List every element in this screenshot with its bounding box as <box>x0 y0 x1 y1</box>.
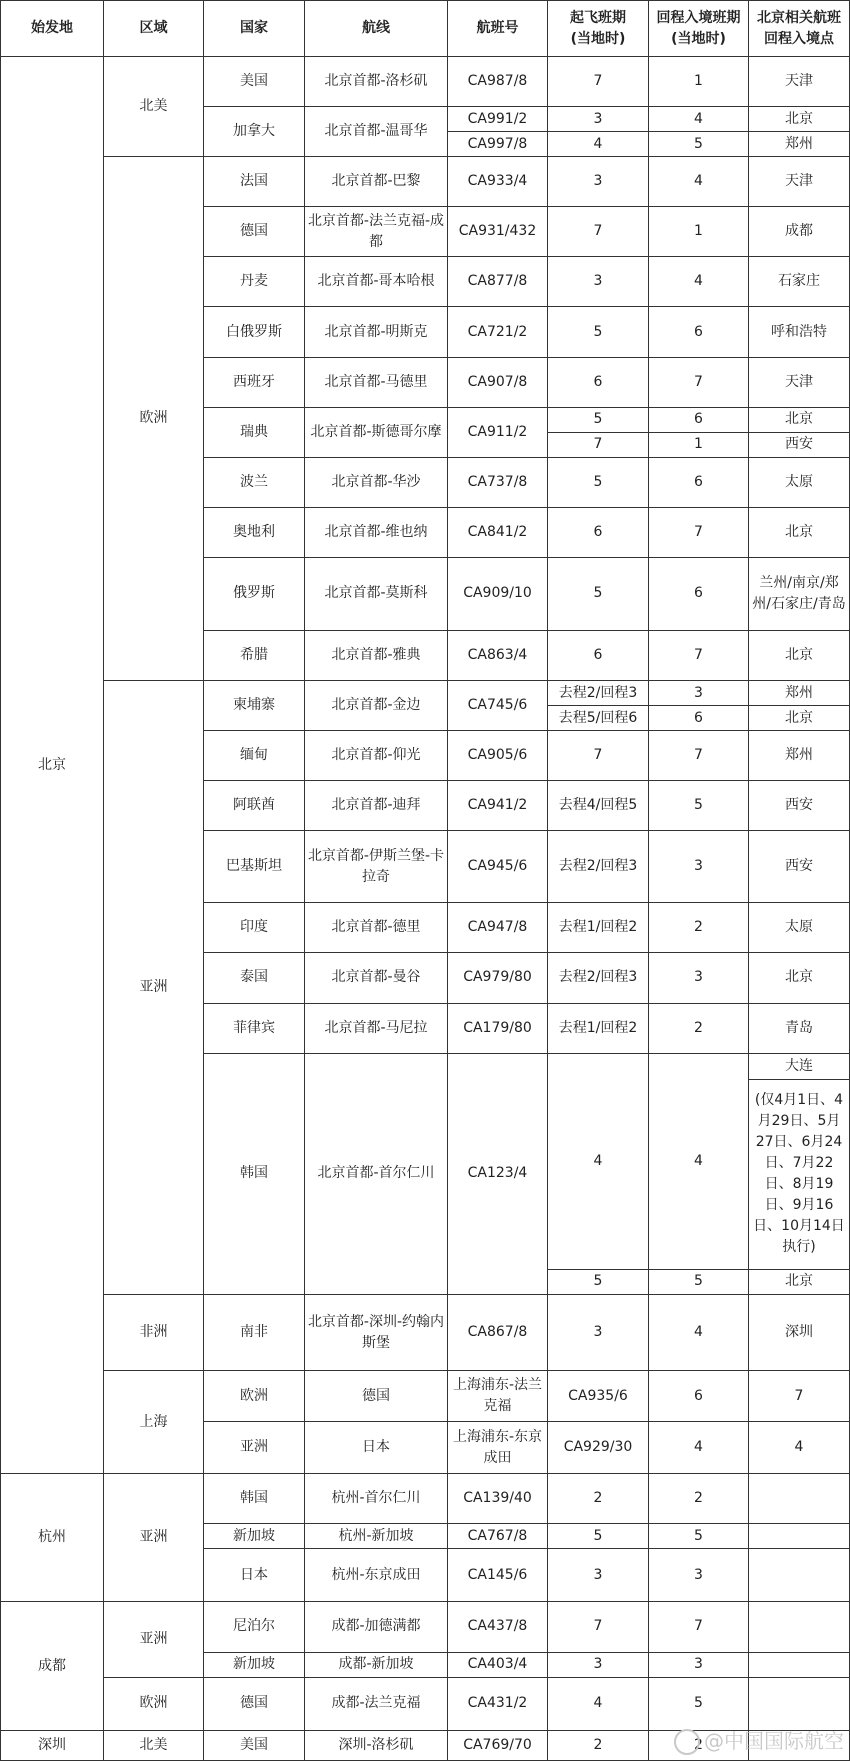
outbound-cell: 5 <box>548 407 649 432</box>
country-cell: 新加坡 <box>204 1524 305 1549</box>
return-cell: 2 <box>649 1003 749 1053</box>
country-cell: 波兰 <box>204 457 305 507</box>
return-cell: 1 <box>649 57 749 107</box>
country-cell: 丹麦 <box>204 257 305 307</box>
country-cell: 菲律宾 <box>204 1003 305 1053</box>
country-cell: 西班牙 <box>204 357 305 407</box>
entry-cell <box>749 1652 850 1677</box>
return-cell: 4 <box>649 257 749 307</box>
flight-cell: CA403/4 <box>448 1652 548 1677</box>
return-cell: 6 <box>649 407 749 432</box>
flight-cell: CA841/2 <box>448 507 548 557</box>
outbound-cell: 7 <box>548 1602 649 1652</box>
return-cell: 7 <box>649 357 749 407</box>
outbound-cell: 3 <box>548 257 649 307</box>
route-cell: 成都-加德满都 <box>305 1602 448 1652</box>
route-cell: 杭州-首尔仁川 <box>305 1474 448 1524</box>
return-cell: 2 <box>649 1474 749 1524</box>
route-cell: 北京首都-哥本哈根 <box>305 257 448 307</box>
route-cell: 杭州-新加坡 <box>305 1524 448 1549</box>
country-cell: 缅甸 <box>204 731 305 781</box>
entry-cell <box>749 1602 850 1652</box>
flight-cell: CA745/6 <box>448 681 548 731</box>
entry-cell: 大连 <box>749 1053 850 1079</box>
flight-cell: CA945/6 <box>448 831 548 903</box>
entry-cell: 天津 <box>749 157 850 207</box>
entry-cell: 天津 <box>749 57 850 107</box>
flight-cell: CA997/8 <box>448 132 548 157</box>
flight-cell: CA737/8 <box>448 457 548 507</box>
flight-cell: CA437/8 <box>448 1602 548 1652</box>
header-entry-l1: 北京相关航班 <box>757 9 841 26</box>
country-cell: 俄罗斯 <box>204 557 305 630</box>
return-cell: 1 <box>649 432 749 457</box>
country-cell: 泰国 <box>204 953 305 1003</box>
country-cell: 阿联酋 <box>204 781 305 831</box>
route-cell: 北京首都-雅典 <box>305 630 448 680</box>
return-cell: 7 <box>649 630 749 680</box>
header-return-l1: 回程入境班期 <box>656 9 741 26</box>
weibo-logo-icon <box>674 1729 700 1755</box>
flight-cell: CA905/6 <box>448 731 548 781</box>
outbound-cell: 3 <box>548 1652 649 1677</box>
entry-cell: 郑州 <box>749 731 850 781</box>
outbound-cell: 5 <box>548 557 649 630</box>
outbound-cell: 去程1/回程2 <box>548 903 649 953</box>
watermark-text: @中国国际航空 <box>704 1728 844 1753</box>
return-cell: 4 <box>649 1294 749 1370</box>
header-outbound-l1: 起飞班期 <box>570 9 626 26</box>
table-row <box>1 157 850 207</box>
entry-cell: 西安 <box>749 432 850 457</box>
entry-cell: 郑州 <box>749 132 850 157</box>
return-cell: 3 <box>649 831 749 903</box>
outbound-cell: 4 <box>548 1677 649 1730</box>
header-entry <box>749 1 850 57</box>
flight-cell: CA123/4 <box>448 1053 548 1294</box>
country-cell: 美国 <box>204 57 305 107</box>
entry-cell: 太原 <box>749 457 850 507</box>
header-outbound <box>548 1 649 57</box>
country-cell: 德国 <box>204 207 305 257</box>
country-cell: 南非 <box>204 1294 305 1370</box>
route-cell: 北京首都-德里 <box>305 903 448 953</box>
country-cell: 印度 <box>204 903 305 953</box>
region-cell: 亚洲 <box>204 1422 305 1474</box>
region-cell: 亚洲 <box>104 681 204 1295</box>
outbound-cell: 6 <box>548 630 649 680</box>
outbound-cell: 4 <box>548 1053 649 1269</box>
origin-cell: 北京 <box>1 57 104 1474</box>
flight-cell: CA909/10 <box>448 557 548 630</box>
outbound-cell: 6 <box>548 507 649 557</box>
flight-cell: CA987/8 <box>448 57 548 107</box>
route-cell: 北京首都-曼谷 <box>305 953 448 1003</box>
weibo-watermark <box>674 1725 844 1756</box>
origin-cell: 上海 <box>104 1371 204 1474</box>
route-cell: 北京首都-洛杉矶 <box>305 57 448 107</box>
return-cell: 7 <box>649 731 749 781</box>
route-cell: 北京首都-维也纳 <box>305 507 448 557</box>
outbound-cell: 4 <box>548 132 649 157</box>
route-cell: 北京首都-莫斯科 <box>305 557 448 630</box>
return-cell: 5 <box>649 132 749 157</box>
outbound-cell: 4 <box>649 1422 749 1474</box>
entry-cell: 北京 <box>749 1269 850 1294</box>
flight-cell: CA979/80 <box>448 953 548 1003</box>
header-return <box>649 1 749 57</box>
table-row <box>1 57 850 107</box>
return-cell: 5 <box>649 1524 749 1549</box>
entry-cell: 北京 <box>749 630 850 680</box>
entry-cell: 北京 <box>749 953 850 1003</box>
header-row <box>1 1 850 57</box>
country-cell: 新加坡 <box>204 1652 305 1677</box>
flight-cell: CA947/8 <box>448 903 548 953</box>
country-cell: 奥地利 <box>204 507 305 557</box>
flight-cell: CA935/6 <box>548 1371 649 1422</box>
region-cell: 欧洲 <box>104 1677 204 1730</box>
flight-cell: CA991/2 <box>448 107 548 132</box>
table-row <box>1 1677 850 1730</box>
region-cell: 非洲 <box>104 1294 204 1370</box>
outbound-cell: 3 <box>548 1549 649 1602</box>
table-row <box>1 1371 850 1422</box>
return-cell: 7 <box>649 507 749 557</box>
route-cell: 北京首都-华沙 <box>305 457 448 507</box>
country-cell: 韩国 <box>204 1474 305 1524</box>
outbound-cell: 7 <box>548 731 649 781</box>
outbound-cell: 5 <box>548 1524 649 1549</box>
entry-cell: 深圳 <box>749 1294 850 1370</box>
entry-cell: 郑州 <box>749 681 850 706</box>
origin-cell: 杭州 <box>1 1474 104 1602</box>
entry-cell: 天津 <box>749 357 850 407</box>
return-cell: 6 <box>649 457 749 507</box>
country-cell: 法国 <box>204 157 305 207</box>
country-cell: 巴基斯坦 <box>204 831 305 903</box>
entry-cell <box>749 1474 850 1524</box>
route-cell: 北京首都-巴黎 <box>305 157 448 207</box>
country-cell: 尼泊尔 <box>204 1602 305 1652</box>
return-cell: 4 <box>649 1053 749 1269</box>
flight-cell: CA145/6 <box>448 1549 548 1602</box>
return-cell: 5 <box>649 1677 749 1730</box>
route-cell: 北京首都-迪拜 <box>305 781 448 831</box>
table-row <box>1 1474 850 1524</box>
country-cell: 日本 <box>204 1549 305 1602</box>
route-cell: 北京首都-马德里 <box>305 357 448 407</box>
entry-cell: 西安 <box>749 781 850 831</box>
entry-cell: 西安 <box>749 831 850 903</box>
table-row <box>1 681 850 706</box>
country-cell: 美国 <box>204 1730 305 1760</box>
country-cell: 柬埔寨 <box>204 681 305 731</box>
outbound-cell: 去程5/回程6 <box>548 706 649 731</box>
return-cell: 6 <box>649 557 749 630</box>
flight-cell: CA867/8 <box>448 1294 548 1370</box>
entry-cell: 北京 <box>749 706 850 731</box>
flight-cell: CA907/8 <box>448 357 548 407</box>
region-cell: 北美 <box>104 1730 204 1760</box>
header-route: 航线 <box>305 1 448 57</box>
return-cell: 6 <box>649 706 749 731</box>
outbound-cell: 2 <box>548 1474 649 1524</box>
country-cell: 德国 <box>204 1677 305 1730</box>
outbound-cell: 3 <box>548 157 649 207</box>
return-cell: 2 <box>649 1730 749 1760</box>
country-cell: 日本 <box>305 1422 448 1474</box>
outbound-cell: 3 <box>548 1294 649 1370</box>
entry-cell: 太原 <box>749 903 850 953</box>
entry-note-cell: (仅4月1日、4月29日、5月27日、6月24日、7月22日、8月19日、9月16日、10月14日执行) <box>749 1079 850 1269</box>
route-cell: 北京首都-仰光 <box>305 731 448 781</box>
country-cell: 白俄罗斯 <box>204 307 305 357</box>
route-cell: 上海浦东-东京成田 <box>448 1422 548 1474</box>
return-cell: 7 <box>649 1602 749 1652</box>
header-outbound-l2: (当地时) <box>570 30 626 47</box>
route-cell: 北京首都-金边 <box>305 681 448 731</box>
country-cell: 加拿大 <box>204 107 305 157</box>
entry-cell: 北京 <box>749 107 850 132</box>
outbound-cell: 去程2/回程3 <box>548 681 649 706</box>
entry-cell <box>749 1677 850 1730</box>
flight-cell: CA911/2 <box>448 407 548 457</box>
outbound-cell: 3 <box>548 107 649 132</box>
region-cell: 北美 <box>104 57 204 157</box>
outbound-cell: 2 <box>548 1730 649 1760</box>
entry-cell <box>749 1549 850 1602</box>
header-flight-no: 航班号 <box>448 1 548 57</box>
entry-cell: 兰州/南京/郑州/石家庄/青岛 <box>749 557 850 630</box>
outbound-cell: 去程2/回程3 <box>548 953 649 1003</box>
country-cell: 瑞典 <box>204 407 305 457</box>
return-cell: 5 <box>649 781 749 831</box>
route-cell: 北京首都-深圳-约翰内斯堡 <box>305 1294 448 1370</box>
header-entry-l2: 回程入境点 <box>764 30 834 47</box>
return-cell: 1 <box>649 207 749 257</box>
entry-cell: 北京 <box>749 407 850 432</box>
return-cell: 3 <box>649 681 749 706</box>
route-cell: 北京首都-明斯克 <box>305 307 448 357</box>
return-cell: 3 <box>649 1549 749 1602</box>
route-cell: 北京首都-马尼拉 <box>305 1003 448 1053</box>
header-country: 国家 <box>204 1 305 57</box>
outbound-cell: 6 <box>548 357 649 407</box>
outbound-cell: 5 <box>548 1269 649 1294</box>
route-cell: 成都-法兰克福 <box>305 1677 448 1730</box>
origin-cell: 深圳 <box>1 1730 104 1760</box>
route-cell: 北京首都-首尔仁川 <box>305 1053 448 1294</box>
flight-cell: CA139/40 <box>448 1474 548 1524</box>
header-return-l2: (当地时) <box>671 30 726 47</box>
region-cell: 欧洲 <box>104 157 204 681</box>
return-cell: 4 <box>649 107 749 132</box>
flight-cell: CA933/4 <box>448 157 548 207</box>
entry-cell: 青岛 <box>749 1003 850 1053</box>
country-cell: 韩国 <box>204 1053 305 1294</box>
region-cell: 欧洲 <box>204 1371 305 1422</box>
origin-cell: 成都 <box>1 1602 104 1730</box>
return-cell: 3 <box>649 1652 749 1677</box>
outbound-cell: 7 <box>548 57 649 107</box>
flight-cell: CA929/30 <box>548 1422 649 1474</box>
outbound-cell: 5 <box>548 457 649 507</box>
flight-cell: CA767/8 <box>448 1524 548 1549</box>
flight-cell: CA721/2 <box>448 307 548 357</box>
outbound-cell: 去程1/回程2 <box>548 1003 649 1053</box>
entry-cell: 石家庄 <box>749 257 850 307</box>
flight-cell: CA431/2 <box>448 1677 548 1730</box>
header-origin: 始发地 <box>1 1 104 57</box>
route-cell: 杭州-东京成田 <box>305 1549 448 1602</box>
route-cell: 成都-新加坡 <box>305 1652 448 1677</box>
outbound-cell: 去程4/回程5 <box>548 781 649 831</box>
outbound-cell: 7 <box>548 207 649 257</box>
route-cell: 北京首都-斯德哥尔摩 <box>305 407 448 457</box>
return-cell: 4 <box>749 1422 850 1474</box>
route-cell: 上海浦东-法兰克福 <box>448 1371 548 1422</box>
route-cell: 北京首都-法兰克福-成都 <box>305 207 448 257</box>
outbound-cell: 去程2/回程3 <box>548 831 649 903</box>
return-cell: 7 <box>749 1371 850 1422</box>
outbound-cell: 7 <box>548 432 649 457</box>
route-cell: 北京首都-伊斯兰堡-卡拉奇 <box>305 831 448 903</box>
entry-cell <box>749 1524 850 1549</box>
flight-cell: CA931/432 <box>448 207 548 257</box>
entry-cell: 呼和浩特 <box>749 307 850 357</box>
country-cell: 德国 <box>305 1371 448 1422</box>
flight-cell: CA877/8 <box>448 257 548 307</box>
entry-cell: 北京 <box>749 507 850 557</box>
flight-cell: CA863/4 <box>448 630 548 680</box>
return-cell: 4 <box>649 157 749 207</box>
route-cell: 北京首都-温哥华 <box>305 107 448 157</box>
return-cell: 6 <box>649 307 749 357</box>
return-cell: 2 <box>649 903 749 953</box>
header-region: 区域 <box>104 1 204 57</box>
outbound-cell: 5 <box>548 307 649 357</box>
return-cell: 5 <box>649 1269 749 1294</box>
flight-cell: CA179/80 <box>448 1003 548 1053</box>
table-row <box>1 1294 850 1370</box>
country-cell: 希腊 <box>204 630 305 680</box>
route-cell: 深圳-洛杉矶 <box>305 1730 448 1760</box>
table-row <box>1 1602 850 1652</box>
return-cell: 3 <box>649 953 749 1003</box>
flight-cell: CA941/2 <box>448 781 548 831</box>
region-cell: 亚洲 <box>104 1602 204 1677</box>
region-cell: 亚洲 <box>104 1474 204 1602</box>
outbound-cell: 6 <box>649 1371 749 1422</box>
flight-cell: CA769/70 <box>448 1730 548 1760</box>
entry-cell: 成都 <box>749 207 850 257</box>
